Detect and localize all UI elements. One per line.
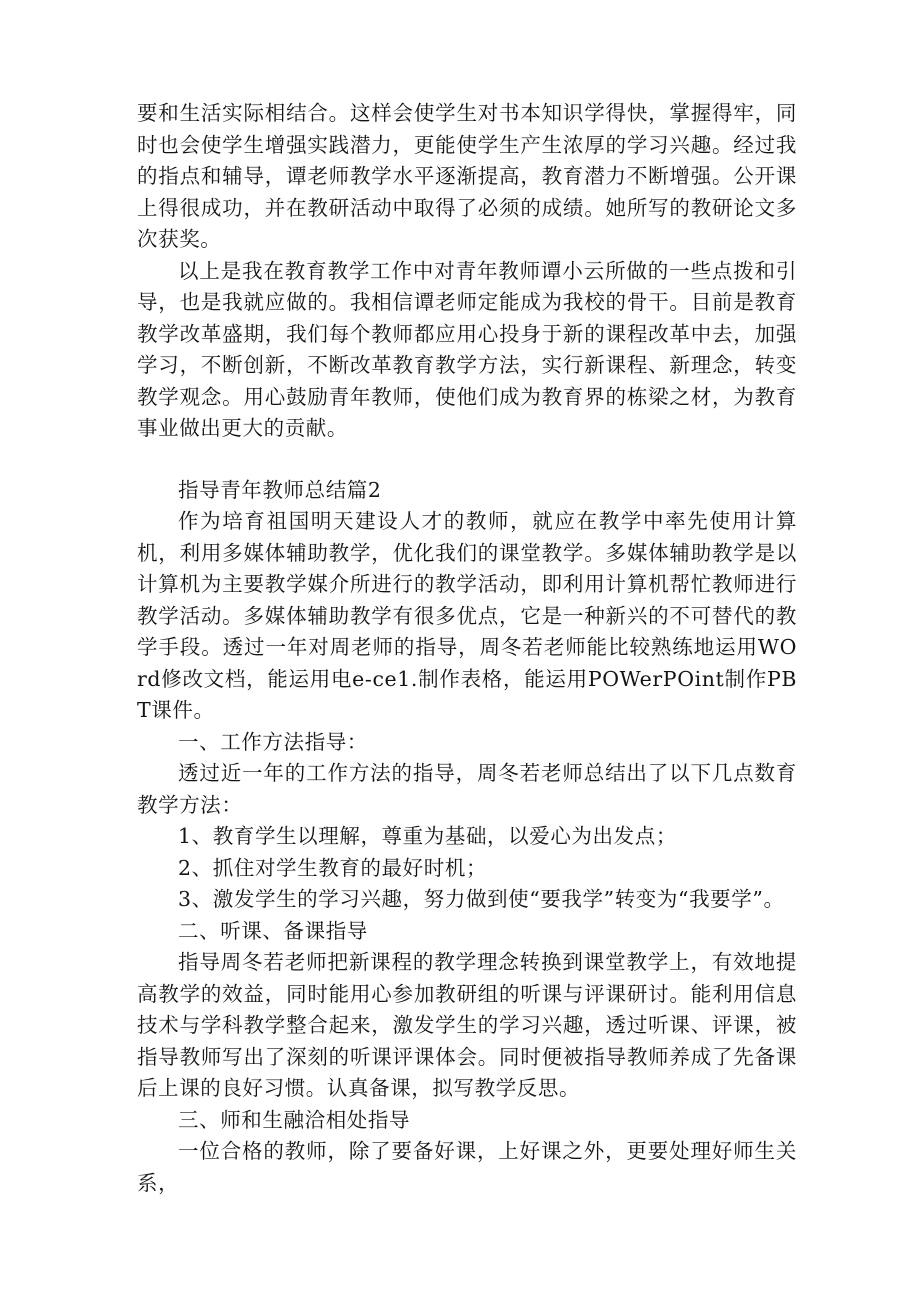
paragraph-teacher-student: 一位合格的教师，除了要备好课，上好课之外，更要处理好师生关系，: [137, 1139, 797, 1195]
paragraph-lesson-guidance: 指导周冬若老师把新课程的教学理念转换到课堂教学上，有效地提高教学的效益，同时能用心参加教研组的听课与评课研讨。能利用信息技术与学科教学整合起来，激发学生的学习兴趣，透过听课、评课，被指导教师写出了深刻的听课评课体会。同时便被指导教师养成了先备课后上课的良好习惯。认真备课，拟写教学反思。: [137, 950, 797, 1100]
list-item: 1、教育学生以理解，尊重为基础，以爱心为出发点；: [178, 824, 677, 848]
paragraph-continuation: 要和生活实际相结合。这样会使学生对书本知识学得快，掌握得牢，同时也会使学生增强实践潜力，更能使学生产生浓厚的学习兴趣。经过我的指点和辅导，谭老师教学水平逐渐提高，教育潜力不断增强。公开课上得很成功，并在教研活动中取得了必须的成绩。她所写的教研论文多次获奖。: [137, 101, 797, 251]
list-item: 3、激发学生的学习兴趣，努力做到使“要我学”转变为“我要学”。: [178, 887, 785, 911]
paragraph-work-method: 透过近一年的工作方法的指导，周冬若老师总结出了以下几点数育教学方法：: [137, 761, 797, 817]
document-body: [137, 98, 797, 1199]
section-heading: 指导青年教师总结篇2: [178, 477, 382, 502]
paragraph-conclusion: 以上是我在教育教学工作中对青年教师谭小云所做的一些点拨和引导，也是我就应做的。我相信谭老师定能成为我校的骨干。目前是教育教学改革盛期，我们每个教师都应用心投身于新的课程改革中去，加强学习，不断创新，不断改革教育教学方法，实行新课程、新理念，转变教学观念。用心鼓励青年教师，使他们成为教育界的栋梁之材，为教育事业做出更大的贡献。: [137, 258, 797, 440]
paragraph-intro: 作为培育祖国明天建设人才的教师，就应在教学中率先使用计算机，利用多媒体辅助教学，优化我们的课堂教学。多媒体辅助教学是以计算机为主要教学媒介所进行的教学活动，即利用计算机帮忙教师进行教学活动。多媒体辅助教学有很多优点，它是一种新兴的不可替代的教学手段。透过一年对周老师的指导，周冬若老师能比较熟练地运用WOrd修改文档，能运用电e-ce1.制作表格，能运用POWerPOint制作PBT课件。: [137, 509, 797, 722]
subheading-work-method: 一、工作方法指导：: [178, 729, 368, 754]
subheading-teacher-student: 三、师和生融洽相处指导: [178, 1107, 411, 1132]
subheading-lesson-guidance: 二、听课、备课指导: [178, 918, 368, 943]
list-item: 2、抓住对学生教育的最好时机；: [178, 855, 488, 880]
